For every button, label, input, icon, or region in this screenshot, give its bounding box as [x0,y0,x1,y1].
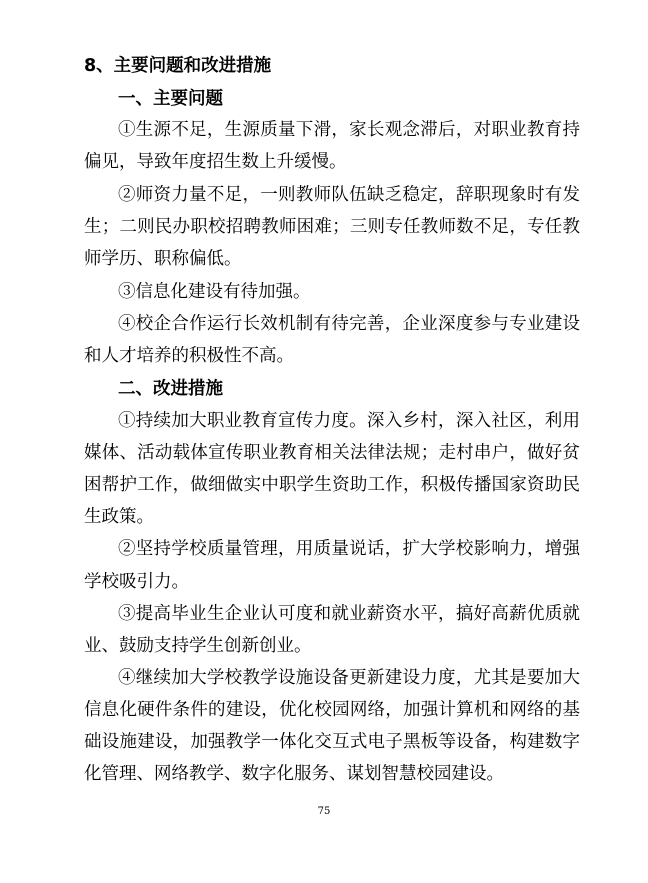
problem-1-line-1: ①生源不足，生源质量下滑，家长观念滞后，对职业教育持 [118,120,580,140]
measure-3-line-1: ③提高毕业生企业认可度和就业薪资水平，搞好高薪优质就 [118,604,580,624]
measure-1-line-1: ①持续加大职业教育宣传力度。深入乡村，深入社区，利用 [118,411,580,431]
measure-1-line-4: 生政策。 [84,507,154,527]
measure-3-line-2: 业、鼓励支持学生创新创业。 [84,636,312,656]
heading-main-problems: 一、主要问题 [118,89,223,109]
heading-improvement-measures: 二、改进措施 [118,379,223,399]
page-number: 75 [317,806,331,817]
measure-4-line-2: 信息化硬件条件的建设，优化校园网络，加强计算机和网络的基 [84,700,580,720]
problem-2-line-1: ②师资力量不足，一则教师队伍缺乏稳定，辞职现象时有发 [118,185,580,205]
measure-1-line-2: 媒体、活动载体宣传职业教育相关法律法规；走村串户，做好贫 [84,443,580,463]
measure-1-line-3: 困帮护工作，做细做实中职学生资助工作，积极传播国家资助民 [84,475,580,495]
problem-2-line-3: 师学历、职称偏低。 [84,249,242,269]
measure-4-line-4: 化管理、网络教学、数字化服务、谋划智慧校园建设。 [84,764,504,784]
section-title: 8、主要问题和改进措施 [84,56,272,76]
measure-4-line-1: ④继续加大学校教学设施设备更新建设力度，尤其是要加大 [118,668,580,688]
measure-2-line-2: 学校吸引力。 [84,572,189,592]
problem-3-line-1: ③信息化建设有待加强。 [118,282,311,302]
measure-4-line-3: 础设施建设，加强教学一体化交互式电子黑板等设备，构建数字 [84,732,580,752]
problem-4-line-2: 和人才培养的积极性不高。 [84,346,294,366]
problem-1-line-2: 偏见，导致年度招生数上升缓慢。 [84,152,347,172]
measure-2-line-1: ②坚持学校质量管理，用质量说话，扩大学校影响力，增强 [118,539,580,559]
problem-2-line-2: 生；二则民办职校招聘教师困难；三则专任教师数不足，专任教 [84,217,580,237]
problem-4-line-1: ④校企合作运行长效机制有待完善，企业深度参与专业建设 [118,314,580,334]
